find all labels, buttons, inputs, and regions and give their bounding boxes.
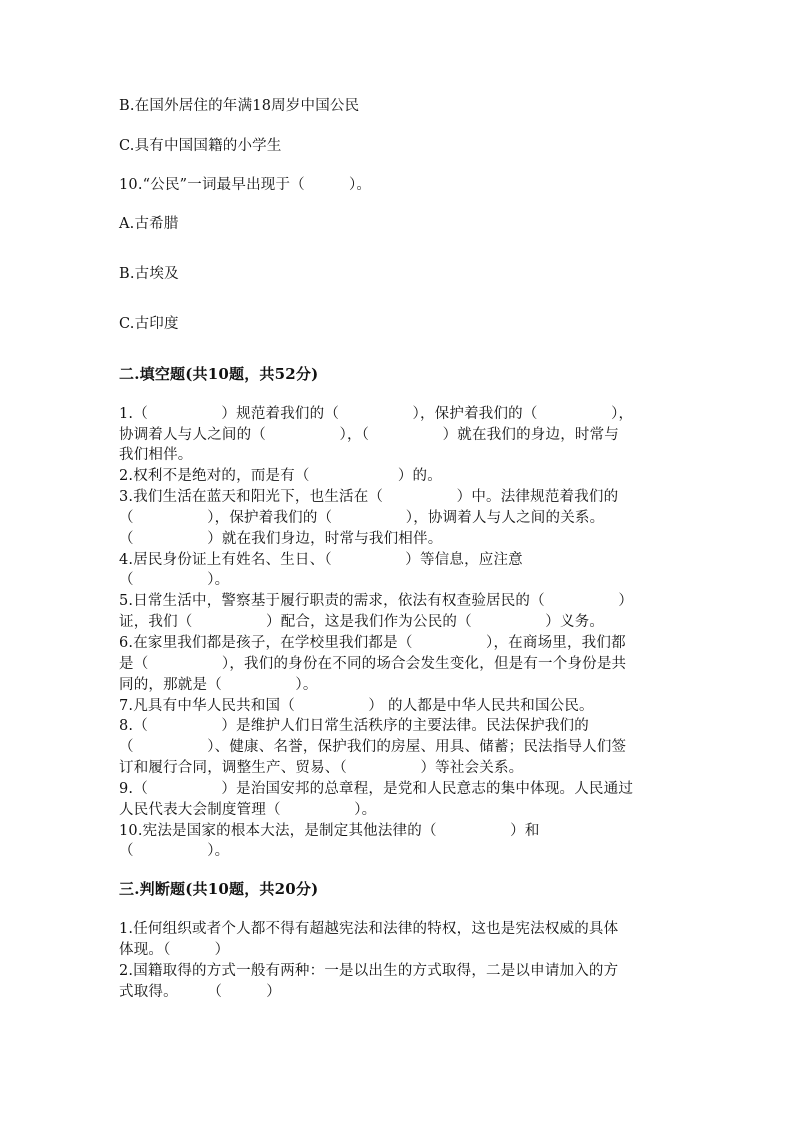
question-10-option-a: A.古希腊: [119, 216, 179, 232]
question-10-stem: 10.“公民”一词最早出现于（ ）。: [119, 177, 372, 193]
fill-line: 6.在家里我们都是孩子，在学校里我们都是（ ），在商场里，我们都: [119, 635, 626, 651]
fill-line: （ ）。: [119, 572, 230, 588]
section-2-heading: 二.填空题(共10题，共52分): [119, 365, 319, 383]
fill-line: 4.居民身份证上有姓名、生日、（ ）等信息，应注意: [119, 552, 523, 568]
fill-line: 10.宪法是国家的根本大法，是制定其他法律的（ ）和: [119, 823, 540, 839]
fill-line: 5.日常生活中，警察基于履行职责的需求，依法有权查验居民的（ ）: [119, 593, 634, 609]
fill-line: 8.（ ）是维护人们日常生活秩序的主要法律。民法保护我们的: [119, 718, 589, 734]
fill-line: 是（ ），我们的身份在不同的场合会发生变化，但是有一个身份是共: [119, 656, 627, 672]
judge-line: 2.国籍取得的方式一般有两种：一是以出生的方式取得，二是以申请加入的方: [119, 963, 619, 979]
fill-line: 同的，那就是（ ）。: [119, 677, 318, 693]
fill-line: 1.（ ）规范着我们的（ ），保护着我们的（ ），: [119, 406, 634, 422]
fill-line: （ ）、健康、名誉，保护我们的房屋、用具、储蓄；民法指导人们签: [119, 739, 627, 755]
question-10-option-b: B.古埃及: [119, 266, 179, 282]
fill-line: （ ）就在我们身边，时常与我们相伴。: [119, 531, 443, 547]
fill-line: 3.我们生活在蓝天和阳光下，也生活在（ ）中。法律规范着我们的: [119, 489, 619, 505]
judge-line: 式取得。 （ ）: [119, 984, 281, 1000]
fill-line: 2.权利不是绝对的，而是有（ ）的。: [119, 468, 442, 484]
question-10-option-c: C.古印度: [119, 316, 179, 332]
fill-line: 人民代表大会制度管理（ ）。: [119, 802, 377, 818]
section-3-heading: 三.判断题(共10题，共20分): [119, 880, 319, 898]
judge-line: 1.任何组织或者个人都不得有超越宪法和法律的特权，这也是宪法权威的具体: [119, 921, 619, 937]
fill-line: 订和履行合同，调整生产、贸易、（ ）等社会关系。: [119, 760, 524, 776]
fill-line: 9.（ ）是治国安邦的总章程，是党和人民意志的集中体现。人民通过: [119, 781, 634, 797]
option-c-top: C.具有中国国籍的小学生: [119, 138, 282, 154]
fill-line: 我们相伴。: [119, 447, 193, 463]
fill-line: （ ）。: [119, 843, 230, 859]
fill-line: （ ），保护着我们的（ ），协调着人与人之间的关系。: [119, 510, 605, 526]
fill-line: 协调着人与人之间的（ ），（ ）就在我们的身边，时常与: [119, 427, 619, 443]
judge-line: 体现。（ ）: [119, 942, 230, 958]
option-b-top: B.在国外居住的年满18周岁中国公民: [119, 98, 360, 114]
fill-line: 7.凡具有中华人民共和国（ ） 的人都是中华人民共和国公民。: [119, 698, 594, 714]
fill-line: 证，我们（ ）配合，这是我们作为公民的（ ）义务。: [119, 614, 605, 630]
